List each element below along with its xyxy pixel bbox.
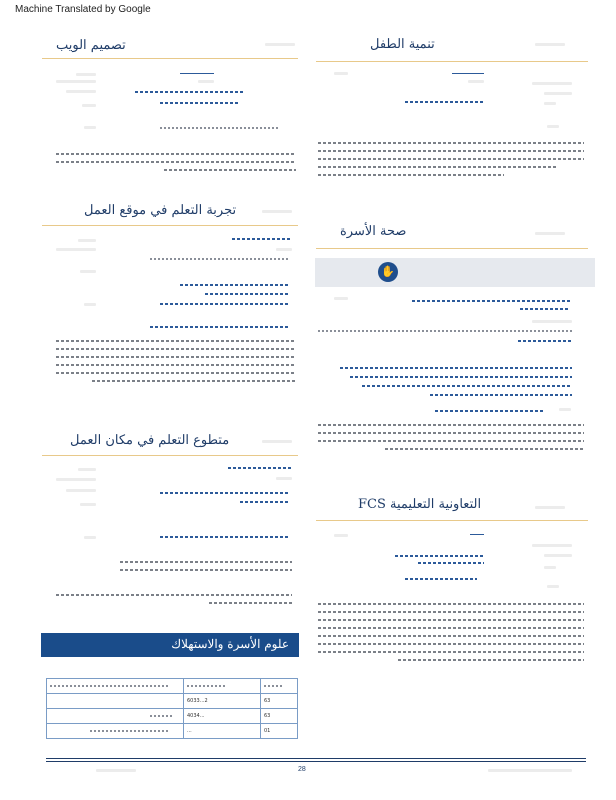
table-row xyxy=(47,724,298,739)
course-number-placeholder xyxy=(262,210,292,213)
course-code: 6033...2 xyxy=(184,694,261,709)
field-value xyxy=(418,562,484,564)
field-label xyxy=(84,126,96,129)
heading-fcs-coop: FCS التعاونية التعليمية xyxy=(358,497,482,512)
course-number-placeholder xyxy=(535,232,565,235)
field-value xyxy=(180,284,290,286)
field-label xyxy=(544,566,556,569)
course-description xyxy=(56,594,292,610)
field-label xyxy=(544,92,572,95)
footer-right-text xyxy=(488,769,572,772)
heading-rule xyxy=(316,248,588,249)
heading-child-development: تنمية الطفل xyxy=(370,37,435,52)
course-description xyxy=(318,142,584,182)
field-value xyxy=(350,376,572,378)
field-value xyxy=(412,300,572,302)
field-label xyxy=(80,503,96,506)
heading-rule xyxy=(42,58,298,59)
field-value xyxy=(150,258,290,260)
heading-workplace-volunteer: متطوع التعلم في مكان العمل xyxy=(70,433,230,448)
course-description xyxy=(56,153,296,177)
field-label xyxy=(66,489,96,492)
course-description xyxy=(56,340,296,388)
field-label xyxy=(544,102,556,105)
field-value xyxy=(232,238,292,240)
field-label xyxy=(56,80,96,83)
field-label xyxy=(78,468,96,471)
heading-rule xyxy=(316,61,588,62)
field-label xyxy=(334,297,348,300)
field-label xyxy=(532,544,572,547)
field-value xyxy=(135,91,245,93)
field-value xyxy=(405,101,485,103)
course-description xyxy=(120,561,292,577)
course-number-placeholder xyxy=(265,43,295,46)
field-value xyxy=(150,326,290,328)
field-value xyxy=(318,330,574,332)
field-value xyxy=(395,555,485,557)
field-label xyxy=(532,320,572,323)
table-row xyxy=(47,694,298,709)
field-underline xyxy=(452,73,484,74)
section-banner xyxy=(315,258,595,287)
machine-translated-banner: Machine Translated by Google xyxy=(15,4,151,15)
field-value xyxy=(430,394,572,396)
field-label xyxy=(84,536,96,539)
course-code: ... xyxy=(184,724,261,739)
heading-web-design: تصميم الويب xyxy=(56,38,126,53)
heading-rule xyxy=(316,520,588,521)
field-label xyxy=(559,408,571,411)
field-value xyxy=(205,293,290,295)
field-value xyxy=(520,308,570,310)
field-underline xyxy=(470,534,484,535)
field-value xyxy=(518,340,572,342)
course-number-placeholder xyxy=(535,43,565,46)
field-underline xyxy=(180,73,214,74)
heading-rule xyxy=(42,225,298,226)
heading-workplace-experience: تجربة التعلم في موقع العمل xyxy=(84,203,237,218)
table-row xyxy=(47,709,298,724)
table-header-row xyxy=(47,679,298,694)
field-label xyxy=(80,270,96,273)
course-description xyxy=(318,424,584,456)
field-value xyxy=(160,492,290,494)
field-label xyxy=(544,554,572,557)
heading-family-health: صحة الأسرة xyxy=(340,224,407,239)
field-value xyxy=(435,410,545,412)
field-value xyxy=(276,477,292,480)
footer-rule xyxy=(46,758,586,759)
field-value xyxy=(160,102,240,104)
field-value xyxy=(276,248,292,251)
course-id: 63 xyxy=(261,709,298,724)
course-description xyxy=(318,603,584,667)
field-value xyxy=(340,367,572,369)
field-value xyxy=(468,80,484,83)
course-code: 4034... xyxy=(184,709,261,724)
course-id: 01 xyxy=(261,724,298,739)
page-number: 28 xyxy=(298,766,306,773)
field-label xyxy=(547,585,559,588)
footer-rule xyxy=(46,761,586,762)
field-value xyxy=(362,385,572,387)
field-label xyxy=(78,239,96,242)
field-value xyxy=(160,536,290,538)
field-value xyxy=(240,501,290,503)
field-value xyxy=(160,127,280,129)
field-value xyxy=(228,467,292,469)
course-table xyxy=(46,678,298,739)
field-label xyxy=(532,82,572,85)
field-value xyxy=(405,578,477,580)
field-label xyxy=(66,90,96,93)
field-value xyxy=(198,80,214,83)
footer-left-text xyxy=(96,769,136,772)
course-number-placeholder xyxy=(535,506,565,509)
field-label xyxy=(547,125,559,128)
course-id: 63 xyxy=(261,694,298,709)
family-health-logo-icon: ✋ xyxy=(378,262,398,282)
field-label xyxy=(56,478,96,481)
field-label xyxy=(82,104,96,107)
section-banner xyxy=(41,633,299,657)
heading-rule xyxy=(42,455,298,456)
field-label xyxy=(334,72,348,75)
field-value xyxy=(160,303,290,305)
field-label xyxy=(84,303,96,306)
field-label xyxy=(76,73,96,76)
course-number-placeholder xyxy=(262,440,292,443)
field-label xyxy=(56,248,96,251)
field-label xyxy=(334,534,348,537)
section-title: علوم الأسرة والاستهلاك xyxy=(171,637,289,651)
